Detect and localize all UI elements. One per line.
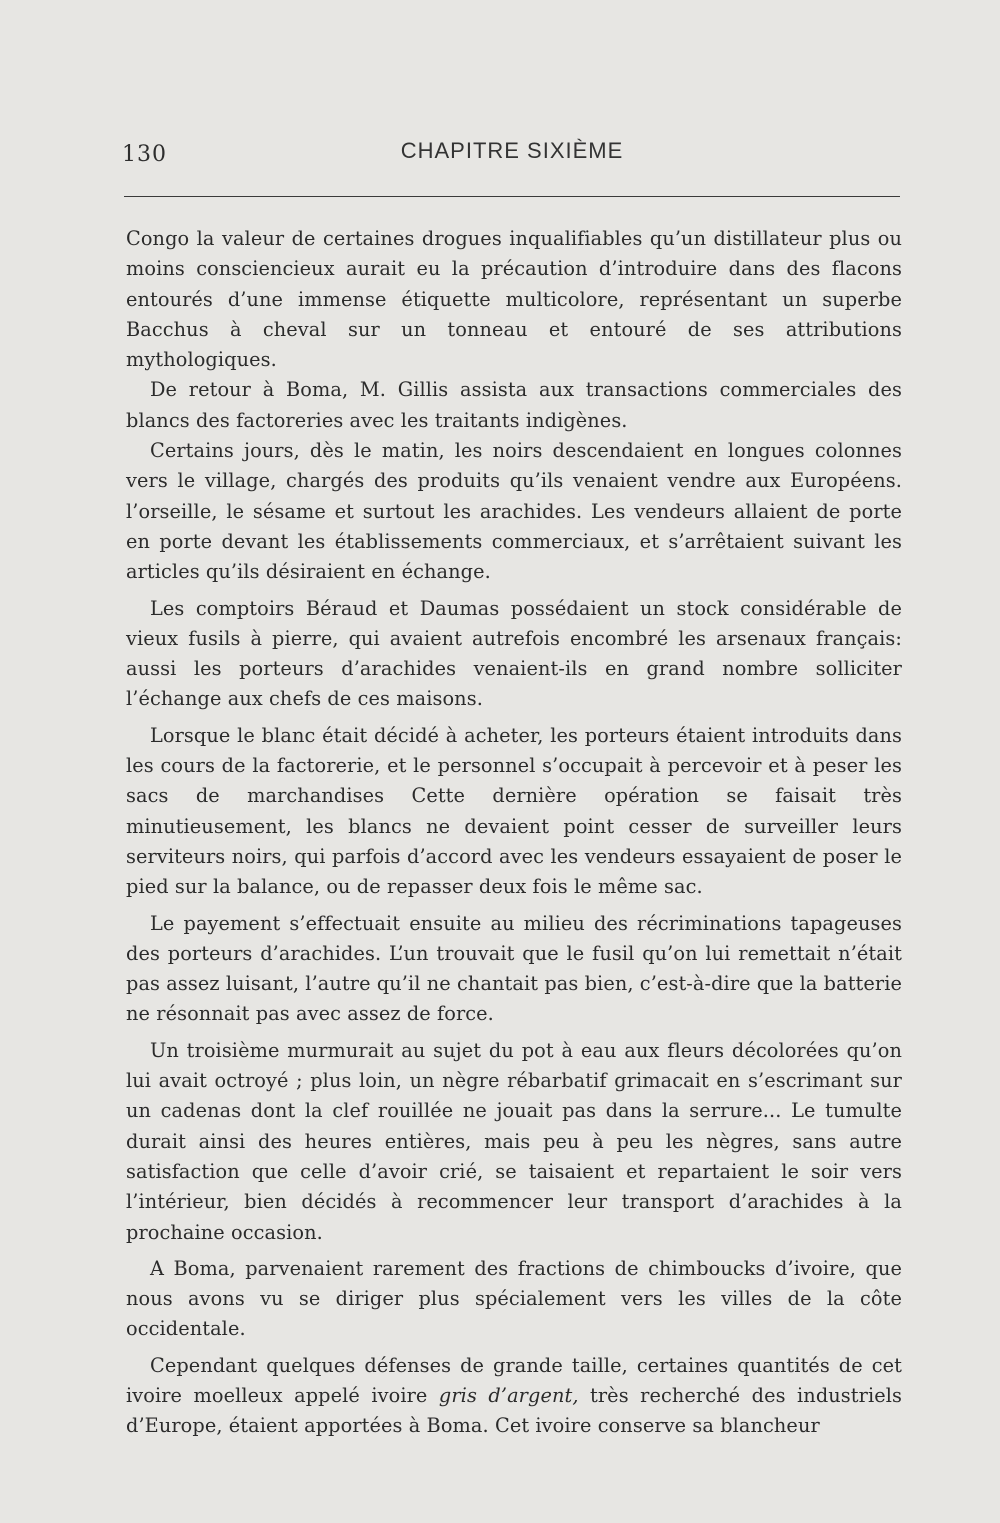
paragraph: Le payement s’effectuait ensuite au milieu des récriminations tapageuses des porteurs d’arachides. L’un trouvait que le fusil qu’on lui remettait n’était pas assez luisant, l’autre qu’il ne chantait pas bien, c’est-à-dire que la batterie ne résonnait pas avec assez de force. bbox=[126, 911, 903, 1026]
paragraph: Un troisième murmurait au sujet du pot à eau aux fleurs décolorées qu’on lui avait octroyé ; plus loin, un nègre rébarbatif grimacait en s’escrimant sur un cadenas dont la clef rouillée ne jouait pas dans la serrure... Le tumulte durait ainsi des heures entières, mais peu à peu les nègres, sans autre satisfaction que celle d’avoir crié, se taisaient et repartaient le soir vers l’intérieur, bien décidés à recommencer leur transport d’arachides à la prochaine occasion. bbox=[126, 1038, 902, 1244]
paragraph: A Boma, parvenaient rarement des fractions de chimboucks d’ivoire, que nous avons vu se diriger plus spécialement vers les villes de la côte occidentale. bbox=[126, 1256, 902, 1341]
italic-term: gris d’argent, bbox=[438, 1383, 579, 1407]
paragraph: Congo la valeur de certaines drogues inqualifiables qu’un distillateur plus ou moins consciencieux aurait eu la précaution d’introduire dans des flacons entourés d’une immense étiquette multicolore, représentant un superbe Bacchus à cheval sur un tonneau et entouré de ses attributions mythologiques. bbox=[126, 227, 902, 372]
paragraph: Lorsque le blanc était décidé à acheter, les porteurs étaient introduits dans les cours de la factorerie, et le personnel s’occupait à percevoir et à peser les sacs de marchandises Cette dernière opération se faisait très minutieusement, les blancs ne devaient point cesser de surveiller leurs serviteurs noirs, qui parfois d’accord avec les vendeurs essayaient de poser le pied sur la balance, ou de repasser deux fois le même sac. bbox=[126, 723, 902, 899]
paragraph-text: très recherché des industriels d’Europe, étaient apportées à Boma. Cet ivoire conserve sa blancheur bbox=[126, 1383, 902, 1438]
paragraph: Certains jours, dès le matin, les noirs descendaient en longues colonnes vers le village, chargés des produits qu’ils venaient vendre aux Européens. l’orseille, le sésame et surtout les arachides. Les vendeurs allaient de porte en porte devant les établissements commerciaux, et s’arrêtaient suivant les articles qu’ils désiraient en échange. bbox=[126, 439, 902, 584]
body-text bbox=[126, 224, 902, 1442]
paragraph bbox=[126, 1351, 902, 1442]
paragraph: De retour à Boma, M. Gillis assista aux transactions commerciales des blancs des factoreries avec les traitants indigènes. bbox=[126, 378, 902, 432]
paragraph-text: Cependant quelques défenses de grande taille, certaines quantités de cet ivoire moelleux appelé ivoire bbox=[126, 1353, 902, 1407]
header-rule bbox=[124, 196, 900, 197]
paragraph: Les comptoirs Béraud et Daumas possédaient un stock considérable de vieux fusils à pierre, qui avaient autrefois encombré les arsenaux français: aussi les porteurs d’arachides venaient-ils en grand nombre solliciter l’échange aux chefs de ces maisons. bbox=[126, 596, 902, 711]
page-number: 130 bbox=[122, 142, 167, 167]
page-header bbox=[122, 136, 902, 170]
chapter-running-head: CHAPITRE SIXIÈME bbox=[400, 138, 624, 163]
